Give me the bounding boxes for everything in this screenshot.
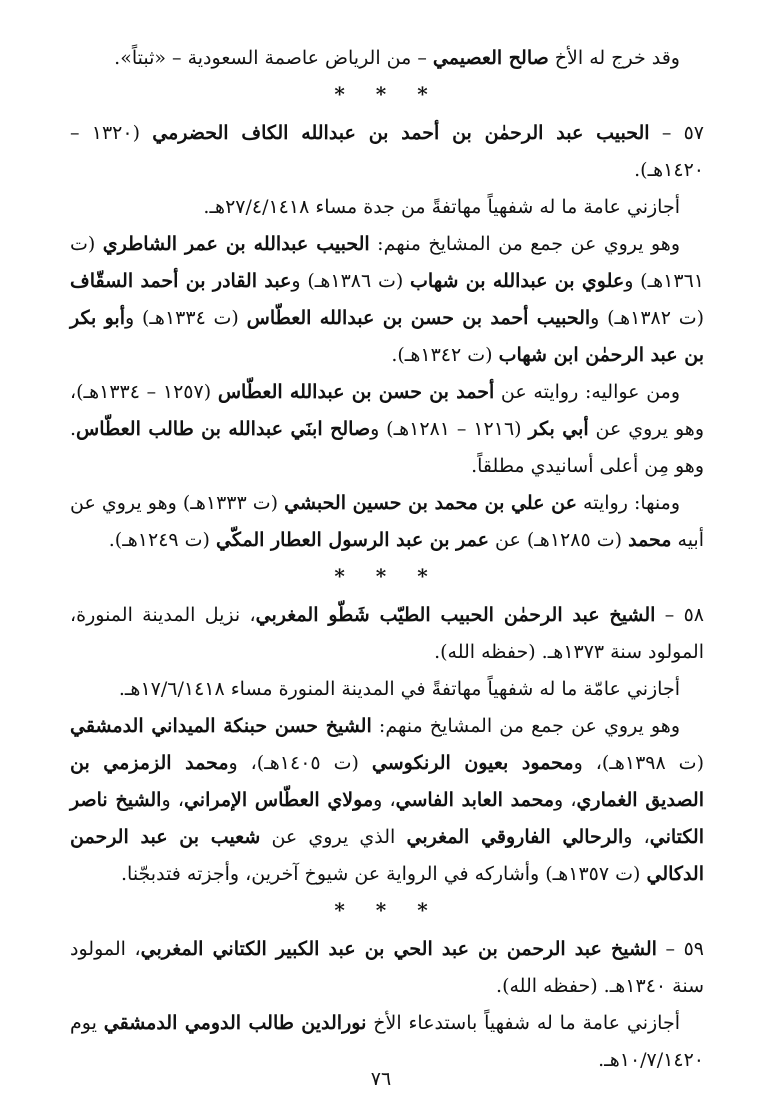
bold-name: أبي بكر (528, 418, 589, 440)
text-run: (ت ١٣٣٤هـ) و (125, 307, 247, 329)
text-run: ، و (554, 789, 577, 811)
text-run: (١٢٥٧ – ١٣٣٤هـ)، وهو يروي عن (70, 381, 704, 440)
bold-name: الرحالي الفاروقي المغربي (406, 826, 624, 848)
text-run: ومن عواليه: روايته عن (494, 381, 681, 403)
text-run: أجازني عامة ما له شفهياً مهاتفةً من جدة مساء ٢٧/٤/١٤١٨هـ. (203, 196, 680, 218)
bold-name: الحبيب عبدالله بن عمر الشاطري (102, 233, 370, 255)
text-run: (ت ١٣٨٢هـ) و (590, 307, 705, 329)
text-run: (١٣٢٠ – ١٤٢٠هـ). (70, 122, 704, 181)
text-run: ، و (161, 789, 184, 811)
bold-name: علوي بن عبدالله بن شهاب (410, 270, 625, 292)
bold-name: الشيخ ناصر الكتاني (70, 789, 704, 848)
entry-heading-paragraph (70, 597, 704, 671)
text-run: (ت ١٢٤٩هـ). (108, 529, 217, 551)
paragraph (70, 374, 704, 485)
bold-name: شعيب بن عبد الرحمن الدكالي (70, 826, 704, 885)
text-run: ، و (623, 826, 650, 848)
text-run: . وهو مِن أعلى أسانيدي مطلقاً. (70, 418, 704, 477)
text-run: وهو يروي عن جمع من المشايخ منهم: (369, 233, 681, 255)
bold-name: محمد الزمزمي بن الصديق الغماري (70, 752, 704, 811)
paragraph (70, 226, 704, 374)
section-separator: * * * (334, 564, 440, 588)
section-separator: * * * (334, 898, 440, 922)
paragraph (70, 671, 704, 708)
text-run: – من الرياض عاصمة السعودية – «ثبتاً». (114, 47, 433, 69)
paragraph (70, 485, 704, 559)
bold-name: أحمد بن حسن بن عبدالله العطّاس (217, 381, 495, 403)
text-run: يوم ١٠/٧/١٤٢٠هـ. (70, 1012, 704, 1071)
text-run: (ت ١٣٩٨هـ)، و (573, 752, 704, 774)
bold-name: الشيخ عبد الرحمٰن الحبيب الطيّب شَطّو المغربي (255, 604, 656, 626)
text-run: (ت ١٣٤٢هـ). (391, 344, 499, 366)
bold-name: صالح ابنَي عبدالله بن طالب العطّاس (76, 418, 371, 440)
bold-name: الحبيب أحمد بن حسن بن عبدالله العطّاس (246, 307, 591, 329)
bold-name: الحبيب عبد الرحمٰن بن أحمد بن عبدالله الكاف الحضرمي (152, 122, 650, 144)
bold-name: عبد القادر بن أحمد السقّاف (70, 270, 292, 292)
bold-name: مولاي العطّاس الإمراني (183, 789, 374, 811)
bold-name: نورالدين طالب الدومي الدمشقي (103, 1012, 367, 1034)
entry-heading-paragraph (70, 931, 704, 1005)
text-run: أجازني عامة ما له شفهياً باستدعاء الأخ (366, 1012, 680, 1034)
text-run: (ت ١٣٦١هـ) و (70, 233, 704, 292)
entry-heading-paragraph (70, 115, 704, 189)
text-run: أجازني عامّة ما له شفهياً مهاتفةً في المدينة المنورة مساء ١٧/٦/١٤١٨هـ. (118, 678, 680, 700)
bold-name: محمود بعيون الرنكوسي (371, 752, 574, 774)
text-run: وهو يروي عن جمع من المشايخ منهم: (371, 715, 680, 737)
page-number: ٧٦ (370, 1068, 392, 1090)
text-run: ، المولود سنة ١٣٤٠هـ. (حفظه الله). (70, 938, 704, 997)
bold-name: الشيخ حسن حبنكة الميداني الدمشقي (70, 715, 372, 737)
text-run: (١٢١٦ – ١٢٨١هـ) و (370, 418, 529, 440)
paragraph (70, 189, 704, 226)
text-run: ٥٩ – (656, 938, 704, 960)
bold-name: الشيخ عبد الرحمن بن عبد الحي بن عبد الكبير الكتاني المغربي (140, 938, 657, 960)
text-run: ٥٧ – (649, 122, 704, 144)
text-run: (ت ١٤٠٥هـ)، و (228, 752, 372, 774)
bold-name: عمر بن عبد الرسول العطار المكّي (216, 529, 489, 551)
paragraph (70, 708, 704, 893)
bold-name: عن علي بن محمد بن حسين الحبشي (284, 492, 577, 514)
text-run: ومنها: روايته (576, 492, 680, 514)
bold-name: محمد (628, 529, 672, 551)
bold-name: أبو بكر بن عبد الرحمٰن ابن شهاب (70, 307, 704, 366)
text-run: ٥٨ – (655, 604, 705, 626)
text-run: (ت ١٣٨٦هـ) و (291, 270, 411, 292)
text-run: (ت ١٢٨٥هـ) عن (488, 529, 629, 551)
bold-name: محمد العابد الفاسي (395, 789, 555, 811)
section-separator: * * * (334, 82, 440, 106)
text-run: الذي يروي عن (260, 826, 407, 848)
text-run: ، نزيل المدينة المنورة، المولود سنة ١٣٧٣هـ. (حفظه الله). (70, 604, 704, 663)
text-run: (ت ١٣٣٣هـ) وهو يروي عن أبيه (70, 492, 704, 551)
text-run: ، و (373, 789, 396, 811)
bold-name: صالح العصيمي (432, 47, 549, 69)
text-run: وقد خرج له الأخ (548, 47, 680, 69)
text-run: (ت ١٣٥٧هـ) وأشاركه في الرواية عن شيوخ آخرين، وأجزته فتدبجّنا. (120, 863, 647, 885)
page-body (70, 40, 704, 1079)
paragraph (70, 40, 704, 77)
